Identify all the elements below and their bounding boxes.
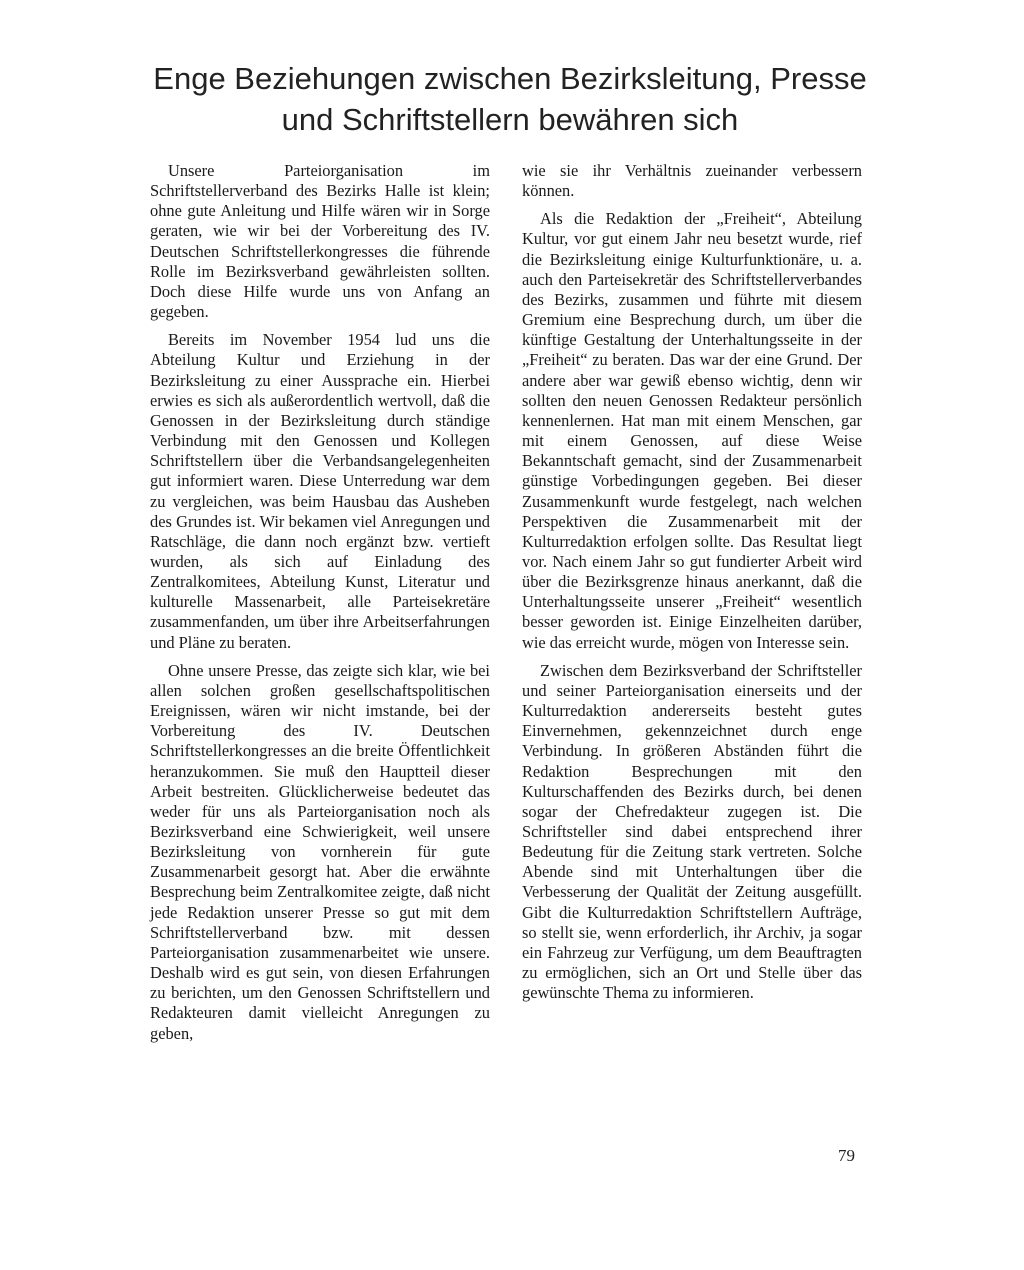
paragraph: Bereits im November 1954 lud uns die Abteilung Kultur und Erziehung in der Bezirksleitung zu einer Aussprache ein. Hierbei erwies es sich als außerordentlich wertvoll, daß die Genossen in der Bezirksleitung durch ständige Verbindung mit den Genossen und Kollegen Schriftstellern über die Verbandsangelegenheiten gut informiert waren. Diese Unterredung war dem zu vergleichen, was beim Hausbau das Ausheben des Grundes ist. Wir bekamen viel Anregungen und Ratschläge, die dann noch ergänzt bzw. vertieft wurden, als sich auf Einladung des Zentralkomitees, Abteilung Kunst, Literatur und kulturelle Massenarbeit, alle Parteisekretäre zusammenfanden, um über ihre Arbeitserfahrungen und Pläne zu beraten.: [150, 330, 490, 652]
title-line-1: Enge Beziehungen zwischen Bezirksleitung, Presse: [153, 61, 867, 96]
paragraph: Ohne unsere Presse, das zeigte sich klar, wie bei allen solchen großen gesellschaftspolitischen Ereignissen, wären wir nicht imstande, bei der Vorbereitung des IV. Deutschen Schriftstellerkongresses an die breite Öffentlichkeit heranzukommen. Sie muß den Hauptteil dieser Arbeit bestreiten. Glücklicherweise bedeutet das weder für uns als Parteiorganisation noch als Bezirksverband eine Schwierigkeit, weil unsere Bezirksleitung von vornherein für gute Zusammenarbeit gesorgt hat. Aber die erwähnte Besprechung beim Zentralkomitee zeigte, daß nicht jede Redaktion unserer Presse so gut mit dem Schriftstellerverband bzw. mit dessen Parteiorganisation zusammenarbeitet wie unsere. Deshalb wird es gut sein, von diesen Erfahrungen zu berichten, um den Genossen Schriftstellern und Redakteuren damit vielleicht Anregungen zu geben,: [150, 660, 490, 1043]
paragraph-continued: wie sie ihr Verhältnis zueinander verbessern können.: [522, 161, 862, 201]
paragraph: Zwischen dem Bezirksverband der Schriftsteller und seiner Parteiorganisation einerseits und der Kulturredaktion andererseits besteht gutes Einvernehmen, gekennzeichnet durch enge Verbindung. In größeren Abständen führt die Redaktion Besprechungen mit den Kulturschaffenden des Bezirks durch, bei denen sogar der Chefredakteur zugegen ist. Die Schriftsteller sind dabei entsprechend ihrer Bedeutung für die Zeitung stark vertreten. Solche Abende sind mit Unterhaltungen über die Verbesserung der Qualität der Zeitung ausgefüllt. Gibt die Kulturredaktion Schriftstellern Aufträge, so stellt sie, wenn erforderlich, ihr Archiv, ja sogar ein Fahrzeug zur Verfügung, um dem Beauftragten zu ermöglichen, sich an Ort und Stelle über das gewünschte Thema zu informieren.: [522, 660, 862, 1003]
article-title: [120, 58, 900, 140]
text-column-right: [522, 161, 862, 1011]
paragraph: Unsere Parteiorganisation im Schriftstellerverband des Bezirks Halle ist klein; ohne gute Anleitung und Hilfe wären wir in Sorge geraten, wie wir bei der Vorbereitung des IV. Deutschen Schriftstellerkongresses die führende Rolle im Bezirksverband gewährleisten sollten. Doch diese Hilfe wurde uns von Anfang an gegeben.: [150, 161, 490, 322]
page-number: 79: [838, 1146, 855, 1165]
paragraph: Als die Redaktion der „Freiheit“, Abteilung Kultur, vor gut einem Jahr neu besetzt wurde, rief die Bezirksleitung einige Kulturfunktionäre, u. a. auch den Parteisekretär des Schriftstellerverbandes des Bezirks, zusammen und führte mit diesem Gremium eine Besprechung durch, um über die künftige Gestaltung der Unterhaltungsseite in der „Freiheit“ zu beraten. Das war der eine Grund. Der andere aber war gewiß ebenso wichtig, denn wir sollten den neuen Genossen Redakteur persönlich kennenlernen. Hat man mit einem Menschen, gar mit einem Genossen, auf diese Weise Bekanntschaft gemacht, sind der Zusammenarbeit günstige Vorbedingungen gegeben. Bei dieser Zusammenkunft wurde festgelegt, nach welchen Perspektiven die Zusammenarbeit mit der Kulturredaktion erfolgen sollte. Das Resultat liegt vor. Nach einem Jahr so gut fundierter Arbeit wird über die Bezirksgrenze hinaus anerkannt, daß die Unterhaltungsseite unserer „Freiheit“ wesentlich besser geworden ist. Einige Einzelheiten darüber, wie das erreicht wurde, mögen von Interesse sein.: [522, 209, 862, 652]
text-column-left: [150, 161, 490, 1052]
title-line-2: und Schriftstellern bewähren sich: [281, 102, 739, 137]
